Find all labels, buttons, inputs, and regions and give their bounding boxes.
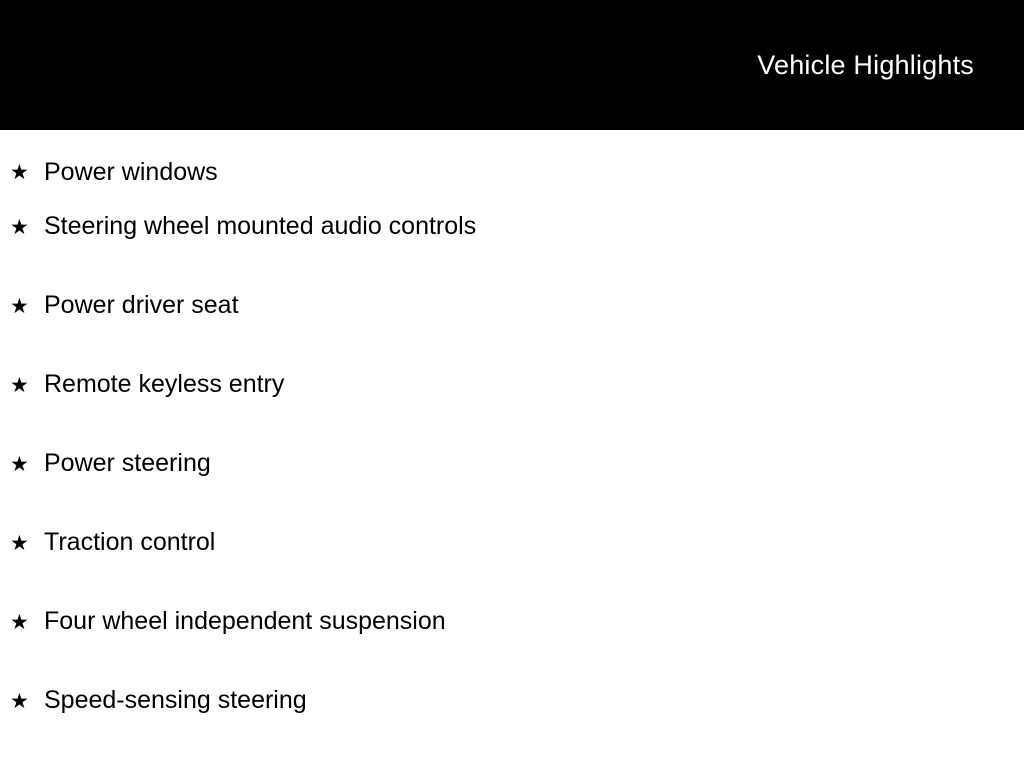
star-icon: ★ xyxy=(10,295,29,318)
list-item-label: Power driver seat xyxy=(44,291,239,319)
list-item-label: Speed-sensing steering xyxy=(44,686,307,714)
list-item-label: Four wheel independent suspension xyxy=(44,607,446,635)
star-icon: ★ xyxy=(10,160,29,184)
list-item xyxy=(0,451,1024,530)
list-item xyxy=(0,130,1024,214)
list-item xyxy=(0,609,1024,688)
list-item-label: Traction control xyxy=(44,528,216,556)
list-item xyxy=(0,530,1024,609)
list-item-label: Remote keyless entry xyxy=(44,370,285,398)
star-icon: ★ xyxy=(10,216,29,239)
star-icon: ★ xyxy=(10,374,29,397)
list-item-label: Power windows xyxy=(44,157,218,186)
header-bar xyxy=(0,0,1024,130)
page-title: Vehicle Highlights xyxy=(757,50,974,80)
star-icon: ★ xyxy=(10,532,29,555)
list-item xyxy=(0,372,1024,451)
star-icon: ★ xyxy=(10,690,29,713)
vehicle-highlights-list xyxy=(0,130,1024,767)
list-item xyxy=(0,214,1024,293)
list-item xyxy=(0,688,1024,767)
star-icon: ★ xyxy=(10,611,29,634)
star-icon: ★ xyxy=(10,453,29,476)
list-item-label: Steering wheel mounted audio controls xyxy=(44,212,477,240)
list-item-label: Power steering xyxy=(44,449,211,477)
list-item xyxy=(0,293,1024,372)
